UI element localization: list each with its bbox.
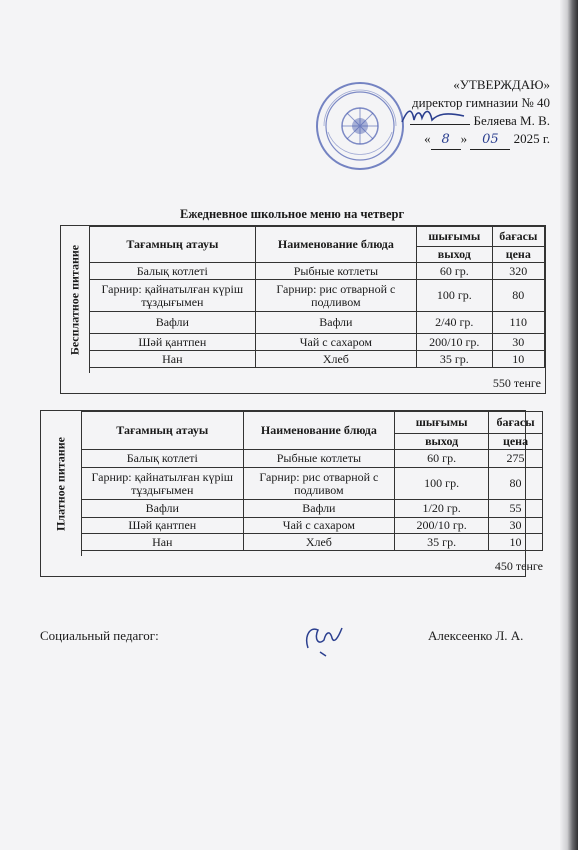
dish-name-kz: Балық котлеті: [82, 450, 244, 468]
dish-name-kz: Вафли: [90, 312, 256, 334]
table-row: [90, 312, 545, 334]
dish-price: 30: [489, 518, 543, 534]
table-row: [90, 263, 545, 280]
paid-meal-side-label: [41, 411, 82, 556]
header-price-kz: бағасы: [489, 412, 543, 434]
dish-output: 200/10 гр.: [417, 334, 492, 351]
dish-output: 1/20 гр.: [395, 500, 489, 518]
dish-name-kz: Шәй қантпен: [82, 518, 244, 534]
dish-name-kz: Гарнир: қайнатылған күріш тұздығымен: [90, 280, 256, 312]
table-header-row: [90, 227, 545, 247]
table-row: [82, 468, 543, 500]
header-name-kz: Тағамның атауы: [90, 227, 256, 263]
table-row: [82, 534, 543, 551]
dish-name-kz: Балық котлеті: [90, 263, 256, 280]
table-header-row: [82, 412, 543, 434]
dish-name-ru: Вафли: [243, 500, 395, 518]
dish-name-ru: Чай с сахаром: [255, 334, 416, 351]
dish-output: 60 гр.: [417, 263, 492, 280]
approval-position: директор гимназии № 40: [412, 95, 550, 110]
header-name-ru: Наименование блюда: [243, 412, 395, 450]
dish-name-ru: Хлеб: [255, 351, 416, 368]
header-name-ru: Наименование блюда: [255, 227, 416, 263]
approval-date-year: 2025 г.: [513, 131, 550, 146]
table-row: [90, 334, 545, 351]
dish-output: 35 гр.: [417, 351, 492, 368]
header-output-ru: выход: [395, 434, 489, 450]
header-output-kz: шығымы: [417, 227, 492, 247]
table-row: [82, 450, 543, 468]
table-row: [90, 351, 545, 368]
approval-date-close: »: [460, 131, 468, 146]
dish-name-kz: Нан: [90, 351, 256, 368]
dish-price: 30: [492, 334, 544, 351]
approval-date-day: 8: [431, 131, 461, 150]
dish-name-ru: Рыбные котлеты: [255, 263, 416, 280]
dish-name-ru: Хлеб: [243, 534, 395, 551]
dish-output: 60 гр.: [395, 450, 489, 468]
social-pedagogue-label: Социальный педагог:: [40, 628, 159, 643]
table-row: [82, 518, 543, 534]
paid-meal-table: [81, 411, 543, 551]
free-meal-total: 550 тенге: [492, 376, 541, 390]
header-output-ru: выход: [417, 247, 492, 263]
header-name-kz: Тағамның атауы: [82, 412, 244, 450]
dish-name-ru: Гарнир: рис отварной с подливом: [255, 280, 416, 312]
dish-price: 275: [489, 450, 543, 468]
dish-name-ru: Вафли: [255, 312, 416, 334]
approval-heading: «УТВЕРЖДАЮ»: [453, 77, 550, 92]
dish-price: 320: [492, 263, 544, 280]
approval-block: [360, 76, 550, 150]
free-meal-label: Бесплатное питание: [67, 244, 82, 355]
approval-date-open: «: [424, 131, 431, 146]
dish-price: 10: [489, 534, 543, 551]
approval-date: [360, 130, 550, 150]
dish-output: 200/10 гр.: [395, 518, 489, 534]
header-price-kz: бағасы: [492, 227, 544, 247]
table-row: [90, 280, 545, 312]
approval-date-month: 05: [470, 131, 510, 150]
social-pedagogue-name: Алексеенко Л. А.: [428, 628, 524, 643]
approval-signature-blank: [410, 124, 470, 125]
dish-name-ru: Гарнир: рис отварной с подливом: [243, 468, 395, 500]
dish-name-kz: Гарнир: қайнатылған күріш тұздығымен: [82, 468, 244, 500]
dish-price: 80: [492, 280, 544, 312]
dish-name-ru: Рыбные котлеты: [243, 450, 395, 468]
free-meal-table: [89, 226, 545, 368]
header-output-kz: шығымы: [395, 412, 489, 434]
dish-output: 2/40 гр.: [417, 312, 492, 334]
header-price-ru: цена: [489, 434, 543, 450]
page-edge-shadow: [560, 0, 578, 850]
paid-meal-total: 450 тенге: [494, 559, 543, 573]
dish-name-ru: Чай с сахаром: [243, 518, 395, 534]
document-title: Ежедневное школьное меню на четверг: [180, 207, 405, 221]
header-price-ru: цена: [492, 247, 544, 263]
dish-output: 35 гр.: [395, 534, 489, 551]
free-meal-block: [60, 225, 546, 394]
dish-name-kz: Вафли: [82, 500, 244, 518]
dish-price: 55: [489, 500, 543, 518]
dish-name-kz: Шәй қантпен: [90, 334, 256, 351]
paid-meal-label: Платное питание: [53, 436, 68, 531]
free-meal-side-label: [61, 226, 90, 373]
pedagogue-signature-image: [300, 618, 348, 658]
approval-name: Беляева М. В.: [473, 113, 550, 128]
table-row: [82, 500, 543, 518]
dish-price: 110: [492, 312, 544, 334]
dish-name-kz: Нан: [82, 534, 244, 551]
dish-price: 80: [489, 468, 543, 500]
dish-output: 100 гр.: [395, 468, 489, 500]
dish-output: 100 гр.: [417, 280, 492, 312]
paid-meal-block: [40, 410, 543, 577]
dish-price: 10: [492, 351, 544, 368]
approval-name-line: [360, 112, 550, 130]
